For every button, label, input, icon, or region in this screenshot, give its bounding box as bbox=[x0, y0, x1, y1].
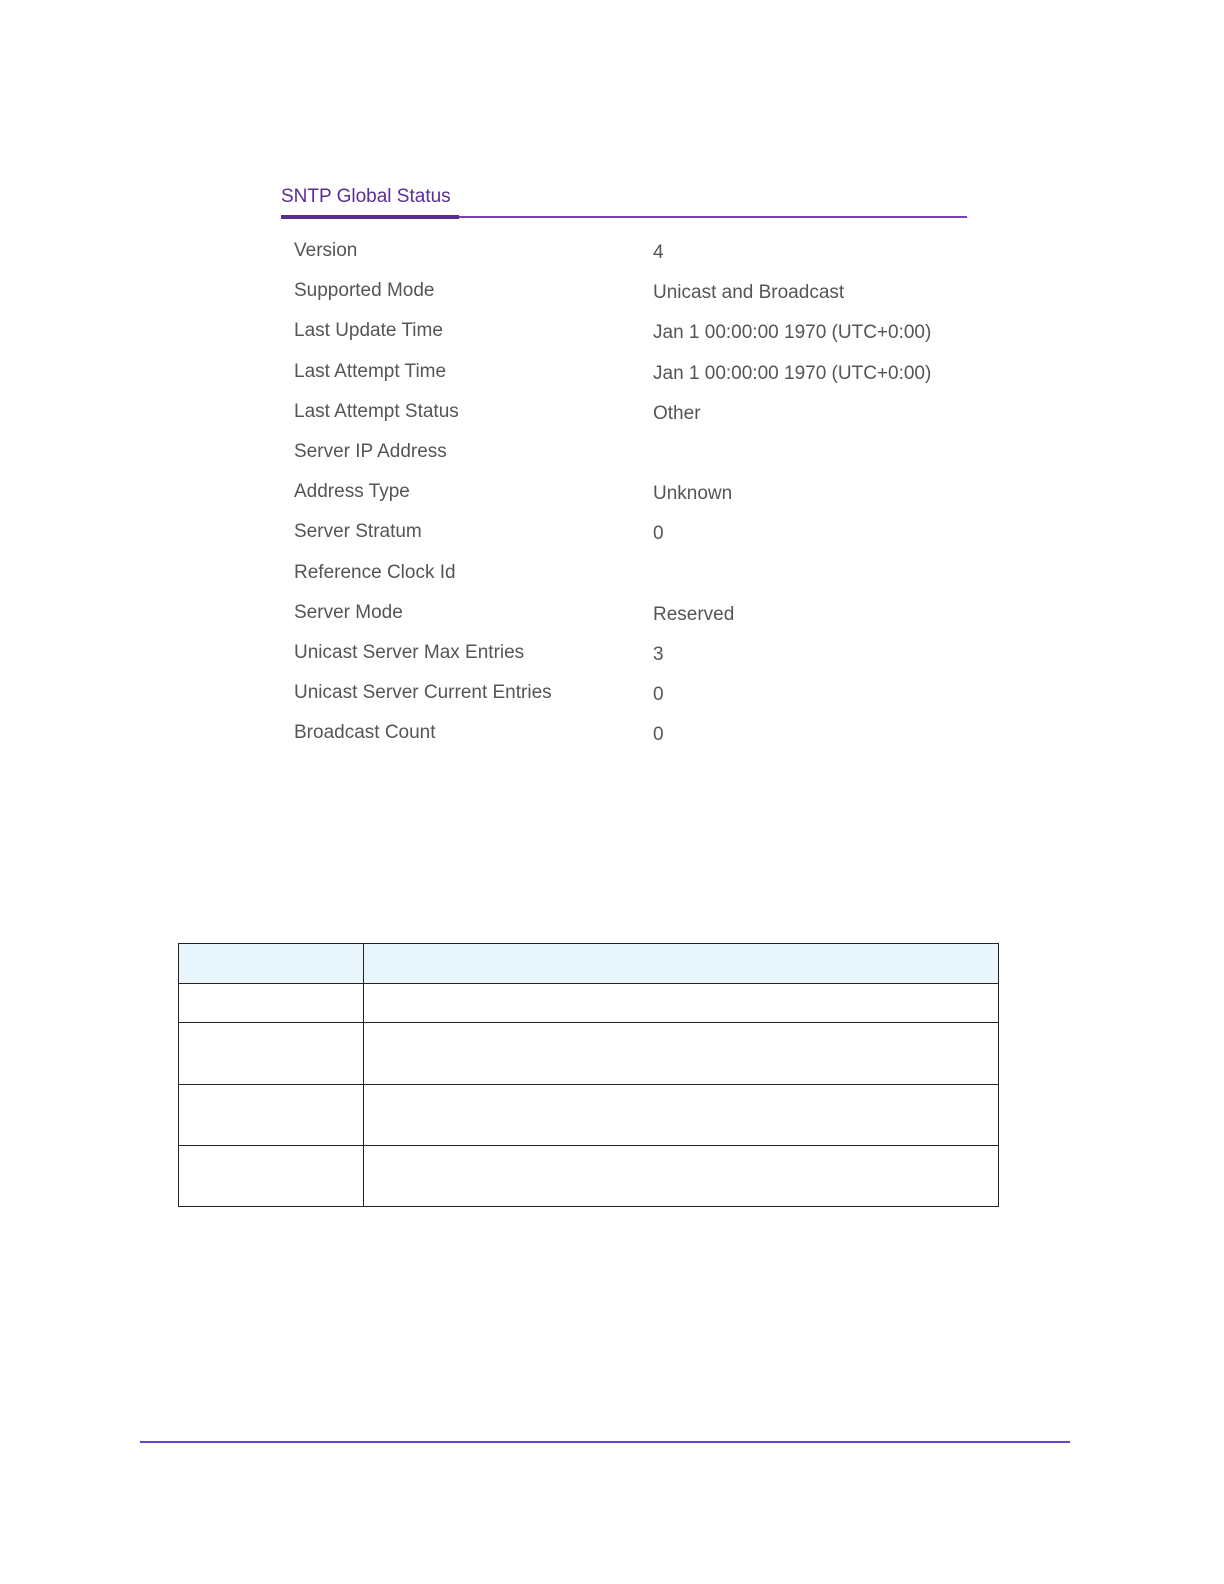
footer-divider bbox=[140, 1441, 1070, 1443]
row-label: Last Update Time bbox=[294, 320, 443, 342]
row-label: Broadcast Count bbox=[294, 722, 436, 744]
row-value: Jan 1 00:00:00 1970 (UTC+0:00) bbox=[653, 322, 932, 344]
status-row-address-type bbox=[281, 477, 967, 517]
row-label: Version bbox=[294, 240, 358, 261]
table-cell bbox=[179, 1085, 364, 1146]
table-header-cell bbox=[364, 944, 999, 984]
row-label: Server IP Address bbox=[294, 440, 447, 462]
row-label: Server Stratum bbox=[294, 521, 422, 543]
row-value: 4 bbox=[653, 242, 664, 263]
row-label: Unicast Server Current Entries bbox=[294, 682, 552, 704]
row-value: 3 bbox=[653, 643, 664, 665]
row-value: 0 bbox=[653, 724, 664, 746]
row-label: Address Type bbox=[294, 481, 410, 503]
table-header-row bbox=[179, 944, 999, 984]
row-label: Last Attempt Time bbox=[294, 360, 447, 382]
table-cell bbox=[364, 1146, 999, 1207]
row-value: 0 bbox=[653, 523, 664, 545]
description-table bbox=[178, 943, 999, 1207]
status-row-last-attempt-status bbox=[281, 397, 967, 437]
status-row-broadcast-count bbox=[281, 718, 967, 758]
row-value: Jan 1 00:00:00 1970 (UTC+0:00) bbox=[653, 362, 932, 384]
status-row-server-ip-address bbox=[281, 437, 967, 477]
sntp-global-status-panel bbox=[281, 182, 967, 758]
row-value: Other bbox=[653, 402, 701, 424]
table-cell bbox=[179, 1146, 364, 1207]
status-row-server-mode bbox=[281, 598, 967, 638]
row-label: Server Mode bbox=[294, 601, 403, 623]
table-cell bbox=[364, 984, 999, 1023]
row-value: Reserved bbox=[653, 603, 735, 625]
status-row-unicast-server-current-entries bbox=[281, 678, 967, 718]
row-label: Unicast Server Max Entries bbox=[294, 641, 525, 663]
table-row bbox=[179, 1023, 999, 1085]
table-row bbox=[179, 984, 999, 1023]
table-row bbox=[179, 1146, 999, 1207]
status-row-last-attempt-time bbox=[281, 357, 967, 397]
table-cell bbox=[364, 1085, 999, 1146]
status-row-version bbox=[281, 236, 967, 276]
row-label: Last Attempt Status bbox=[294, 400, 459, 422]
table-header-cell bbox=[179, 944, 364, 984]
status-row-last-update-time bbox=[281, 316, 967, 356]
row-label: Reference Clock Id bbox=[294, 561, 456, 583]
panel-header bbox=[281, 182, 967, 218]
status-row-reference-clock-id bbox=[281, 558, 967, 598]
row-value: 0 bbox=[653, 684, 664, 706]
row-label: Supported Mode bbox=[294, 280, 435, 302]
status-row-unicast-server-max-entries bbox=[281, 638, 967, 678]
row-value: Unknown bbox=[653, 483, 733, 505]
table-cell bbox=[364, 1023, 999, 1085]
table-cell bbox=[179, 1023, 364, 1085]
table-cell bbox=[179, 984, 364, 1023]
row-value: Unicast and Broadcast bbox=[653, 282, 845, 304]
panel-title: SNTP Global Status bbox=[281, 186, 451, 207]
panel-title-underline bbox=[281, 215, 459, 219]
status-row-supported-mode bbox=[281, 276, 967, 316]
status-row-server-stratum bbox=[281, 517, 967, 557]
status-rows bbox=[281, 236, 967, 758]
table-row bbox=[179, 1085, 999, 1146]
